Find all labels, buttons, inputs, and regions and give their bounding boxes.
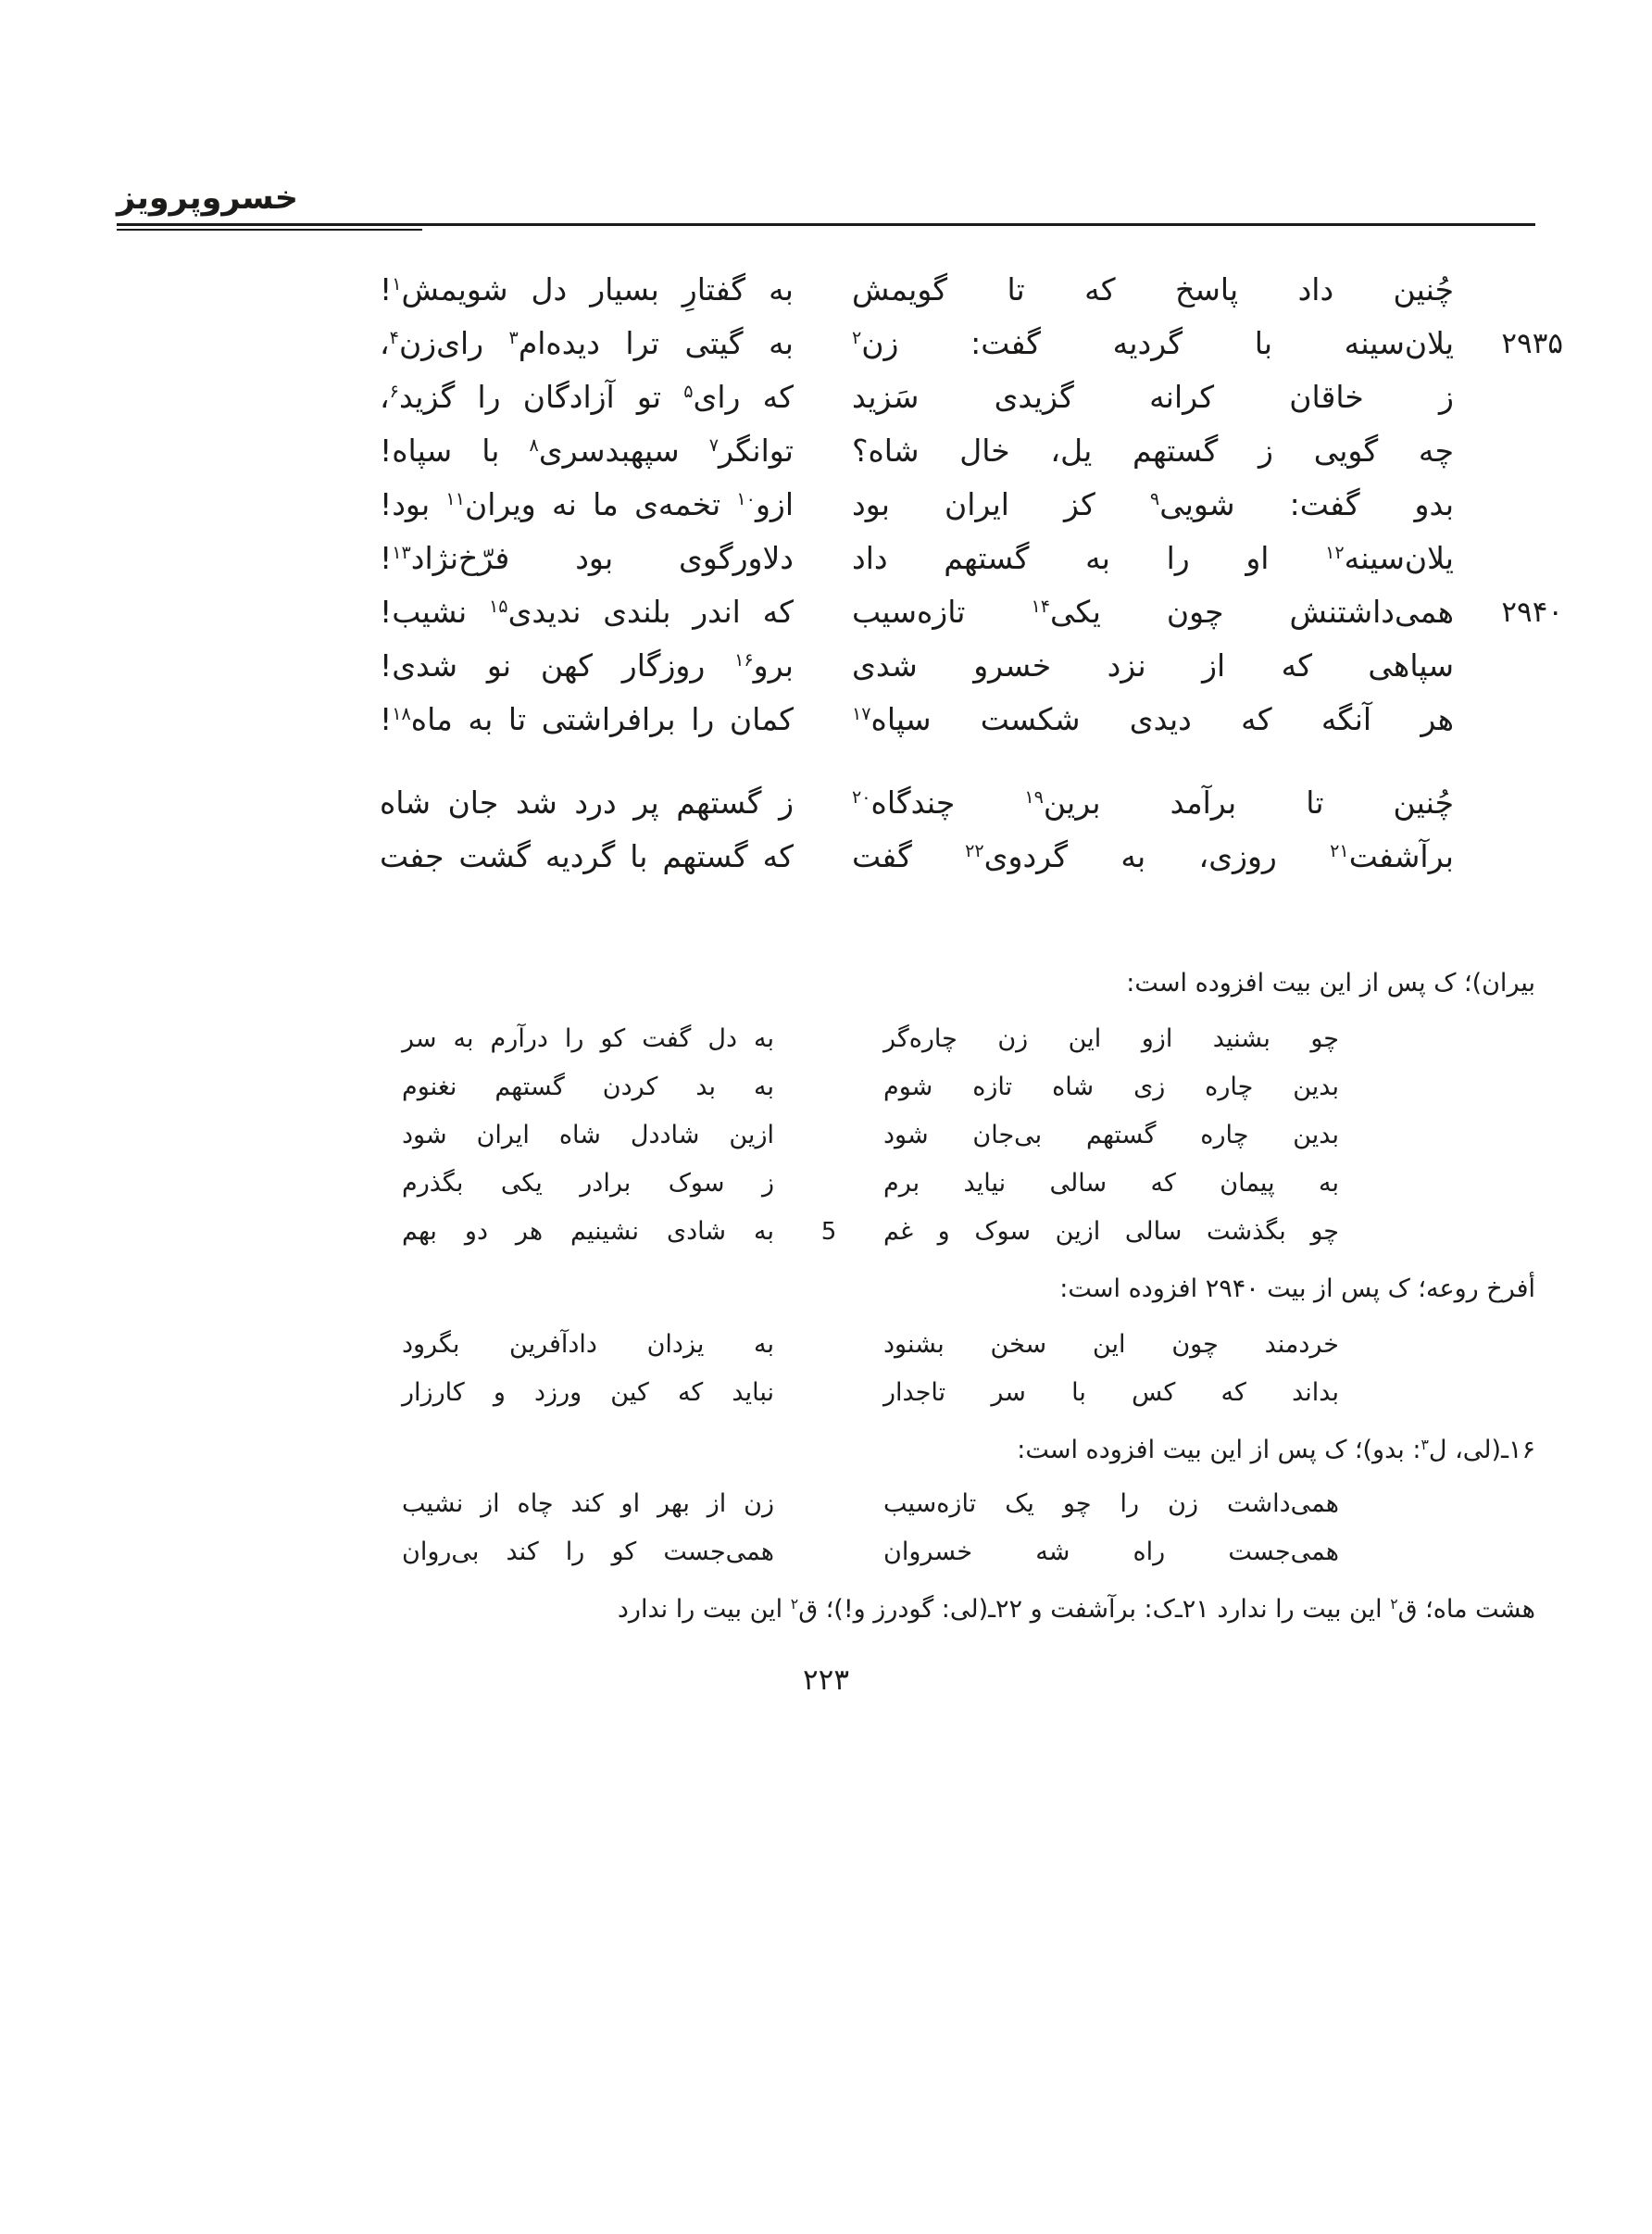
hemistich-right: بدو گفت: شویی$^۹$ کز ایران بود — [852, 486, 1454, 522]
inset-gap — [774, 1111, 883, 1160]
text-body — [117, 263, 1563, 1634]
hemistich-right: همی‌جست راه شه خسروان — [883, 1537, 1339, 1566]
verse-line — [380, 693, 1454, 747]
hemistich-left: ز گستهم پر درد شد جان شاه — [380, 784, 794, 821]
added-verses-block-2 — [117, 1321, 1535, 1417]
inset-gap — [774, 1063, 883, 1111]
inset-verse-line — [402, 1160, 1339, 1208]
added-verses-block-1 — [117, 1015, 1535, 1256]
page-footer — [117, 1662, 1535, 1699]
inset-verse-line — [402, 1111, 1339, 1160]
page-title: خسروپرویز — [117, 180, 298, 217]
hemistich-right: هر آنگه که دیدی شکست سپاه$^{۱۷}$ — [852, 701, 1454, 737]
hemistich-right: چُنین داد پاسخ که تا گویمش — [852, 271, 1454, 307]
inset-gap — [774, 1480, 883, 1528]
hemistich-right: یلان‌سینه با گردیه گفت: زن$^۲$ — [852, 325, 1454, 361]
hemistich-right: برآشفت$^{۲۱}$ روزی، به گردوی$^{۲۲}$ گفت — [852, 838, 1454, 874]
hemistich-left: زن از بهر او کند چاه از نشیب — [402, 1489, 774, 1518]
verse-line — [380, 424, 1454, 478]
hemistich-right: یلان‌سینه$^{۱۲}$ او را به گستهم داد — [852, 540, 1454, 576]
hemistich-right: بدین چاره زی شاه تازه شوم — [883, 1073, 1339, 1101]
inset-gap — [774, 1369, 883, 1417]
apparatus-paragraph-2 — [117, 1265, 1535, 1313]
critical-apparatus — [117, 960, 1535, 1634]
hemistich-left: نباید که کین ورزد و کارزار — [402, 1378, 774, 1407]
inset-gap — [774, 1160, 883, 1208]
verse-number: ۲۹۴۰ — [1501, 596, 1563, 629]
inset-verse-line — [402, 1321, 1339, 1369]
hemistich-left: که رای$^۵$ تو آزادگان را گزید$^۶$، — [380, 379, 794, 415]
inset-verse-line — [402, 1063, 1339, 1111]
hemistich-left: برو$^{۱۶}$ روزگار کهن نو شدی! — [380, 647, 794, 684]
inset-verse-line — [402, 1208, 1339, 1256]
hemistich-right: چو بگذشت سالی ازین سوک و غم — [883, 1217, 1339, 1246]
added-line-number: 5 — [820, 1218, 837, 1246]
hemistich-right: همی‌داشتنش چون یکی$^{۱۴}$ تازه‌سیب — [852, 594, 1454, 630]
hemistich-left: دلاورگوی بود فرّخ‌نژاد$^{۱۳}$! — [380, 540, 794, 576]
verse-line — [380, 532, 1454, 585]
hemistich-left: ز سوک برادر یکی بگذرم — [402, 1169, 774, 1198]
apparatus-line-tail: هشت ماه؛ ق$^۲$ این بیت را ندارد ۲۱ـ‌ک: برآشفت و ۲۲ـ(لی: گودرز و!)؛ ق$^۲$ این بیت را ندارد — [617, 1595, 1535, 1624]
apparatus-paragraph-3 — [117, 1586, 1535, 1634]
verse-line — [380, 263, 1454, 317]
apparatus-paragraph-1 — [117, 960, 1535, 1008]
inset-verse-line — [402, 1528, 1339, 1576]
hemistich-left: همی‌جست کو را کند بی‌روان — [402, 1537, 774, 1566]
hemistich-left: که اندر بلندی ندیدی$^{۱۵}$ نشیب! — [380, 594, 794, 630]
verse-line — [380, 830, 1454, 884]
verse-line — [380, 585, 1563, 639]
verse-line — [380, 317, 1563, 370]
hemistich-left: ازو$^{۱۰}$ تخمه‌ی ما نه ویران$^{۱۱}$ بود! — [380, 486, 794, 522]
inset-gap — [774, 1208, 883, 1256]
verse-line — [380, 478, 1454, 532]
hemistich-left: به گیتی ترا دیده‌ام$^۳$ رای‌زن$^۴$، — [380, 325, 794, 361]
inset-gap — [774, 1015, 883, 1063]
inset-verse-line — [402, 1480, 1339, 1528]
hemistich-right: ز خاقان کرانه گزیدی سَزید — [852, 379, 1454, 415]
header-rule — [117, 223, 1535, 226]
hemistich-left: توانگر$^۷$ سپهبدسری$^۸$ با سپاه! — [380, 433, 794, 469]
verse-line — [380, 639, 1454, 693]
hemistich-right: چه گویی ز گستهم یل، خال شاه؟ — [852, 433, 1454, 469]
hemistich-left: ازین شاددل شاه ایران شود — [402, 1121, 774, 1149]
verse-line — [380, 776, 1454, 830]
verse-group-1 — [117, 263, 1563, 747]
verse-group-2 — [117, 776, 1535, 884]
hemistich-right: خردمند چون این سخن بشنود — [883, 1330, 1339, 1359]
hemistich-left: به بد کردن گستهم نغنوم — [402, 1073, 774, 1101]
hemistich-right: بداند که کس با سر تاجدار — [883, 1378, 1339, 1407]
hemistich-right: سپاهی که از نزد خسرو شدی — [852, 647, 1454, 684]
hemistich-left: به گفتارِ بسیار دل شویمش$^۱$! — [380, 271, 794, 307]
hemistich-left: کمان را برافراشتی تا به ماه$^{۱۸}$! — [380, 701, 794, 737]
hemistich-left: به یزدان دادآفرین بگرود — [402, 1330, 774, 1359]
verse-line — [380, 370, 1454, 424]
main-verse-block — [117, 263, 1563, 884]
inset-verse-line — [402, 1369, 1339, 1417]
hemistich-right: به پیمان که سالی نیاید برم — [883, 1169, 1339, 1198]
page-number: ۲۲۳ — [803, 1663, 849, 1697]
hemistich-left: به شادی نشینیم هر دو بهم — [402, 1217, 774, 1246]
inset-verse-line — [402, 1015, 1339, 1063]
page-header — [117, 0, 1535, 226]
apparatus-note-16: ۱۶ـ(لی، ل$^۳$: بدو)؛ ک پس از این بیت افزوده است: — [1017, 1436, 1535, 1464]
hemistich-right: بدین چاره گستهم بی‌جان شود — [883, 1121, 1339, 1149]
apparatus-line-tail: بیران)؛ ک پس از این بیت افزوده است: — [1126, 969, 1535, 998]
apparatus-line-tail: أفرخ روعه؛ ک پس از بیت ۲۹۴۰ افزوده است: — [1059, 1274, 1535, 1303]
verse-number: ۲۹۳۵ — [1501, 327, 1563, 360]
hemistich-right: چو بشنید ازو این زن چاره‌گر — [883, 1024, 1339, 1053]
added-verses-block-3 — [117, 1480, 1535, 1576]
hemistich-right: چُنین تا برآمد برین$^{۱۹}$ چندگاه$^{۲۰}$ — [852, 784, 1454, 821]
inset-gap — [774, 1321, 883, 1369]
hemistich-left: که گستهم با گردیه گشت جفت — [380, 838, 794, 874]
inset-gap — [774, 1528, 883, 1576]
hemistich-right: همی‌داشت زن را چو یک تازه‌سیب — [883, 1489, 1339, 1518]
hemistich-left: به دل گفت کو را درآرم به سر — [402, 1024, 774, 1053]
